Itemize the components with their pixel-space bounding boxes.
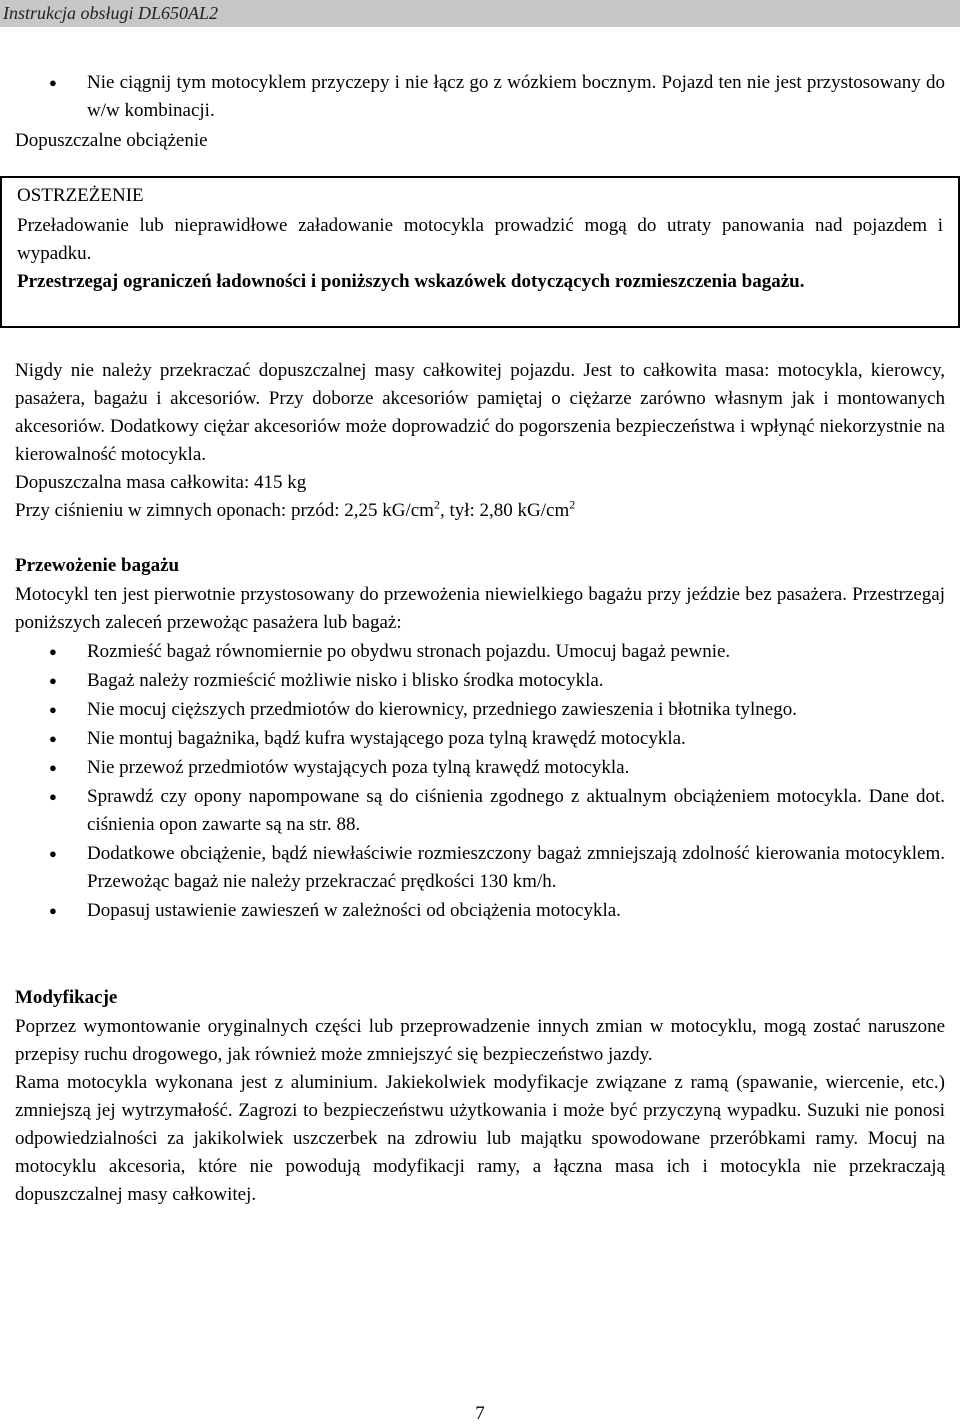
list-item: ● Bagaż należy rozmieścić możliwie nisko i blisko środka motocykla. — [15, 667, 945, 695]
pressure-middle: , tył: 2,80 kG/cm — [439, 500, 570, 521]
pressure-prefix: Przy ciśnieniu w zimnych oponach: przód: 2,25 kG/cm — [15, 500, 434, 521]
list-item: ● Nie mocuj cięższych przedmiotów do kierownicy, przedniego zawieszenia i błotnika tylnego. — [15, 696, 945, 724]
list-item: ● Sprawdź czy opony napompowane są do ciśnienia zgodnego z aktualnym obciążeniem motocykla. Dane dot. ciśnienia opon zawarte są na str. 88. — [15, 783, 945, 839]
luggage-intro: Motocykl ten jest pierwotnie przystosowany do przewożenia niewielkiego bagażu przy jeździe bez pasażera. Przestrzegaj poniższych zaleceń przewożąc pasażera lub bagaż: — [15, 584, 945, 633]
warning-text-2: Przestrzegaj ograniczeń ładowności i poniższych wskazówek dotyczących rozmieszczenia bagażu. — [17, 271, 805, 292]
modifications-para-2: Rama motocykla wykonana jest z aluminium. Jakiekolwiek modyfikacje związane z ramą (spawanie, wiercenie, etc.) zmniejszą jej wytrzymałość. Zagrozi to bezpieczeństwu użytkowania i może być przyczyną wypadku. Suzuki nie ponosi odpowiedzialności za jakikolwiek uszczerbek na zdrowiu lub majątku spowodowane przeróbkami ramy. Mocuj na motocyklu akcesoria, które nie powodują modyfikacji ramy, a łączna masa ich i motocykla nie przekraczają dopuszczalnej masy całkowitej. — [15, 1072, 945, 1205]
section-heading: Dopuszczalne obciążenie — [15, 130, 208, 151]
header-title: Instrukcja obsługi DL650AL2 — [3, 3, 219, 23]
page-number: 7 — [475, 1403, 485, 1424]
list-item: ● Dodatkowe obciążenie, bądź niewłaściwie rozmieszczony bagaż zmniejszają zdolność kierowania motocyklem. Przewożąc bagaż nie należy przekraczać prędkości 130 km/h. — [15, 840, 945, 896]
list-item: ● Rozmieść bagaż równomiernie po obydwu stronach pojazdu. Umocuj bagaż pewnie. — [15, 638, 945, 666]
load-paragraph-block — [15, 357, 945, 525]
tire-pressure — [15, 497, 945, 525]
luggage-list — [15, 638, 945, 925]
modifications-para-1: Poprzez wymontowanie oryginalnych części lub przeprowadzenie innych zmian w motocyklu, mogą zostać naruszone przepisy ruchu drogowego, jak również może zmniejszyć się bezpieczeństwo jazdy. — [15, 1016, 945, 1065]
modifications-title: Modyfikacje — [15, 987, 118, 1008]
warning-text-1: Przeładowanie lub nieprawidłowe załadowanie motocykla prowadzić mogą do utraty panowania nad pojazdem i wypadku. — [17, 215, 943, 264]
pressure-exp-1: 2 — [433, 497, 440, 512]
section-title-load — [15, 127, 945, 155]
luggage-title: Przewożenie bagażu — [15, 555, 180, 576]
modifications-section — [15, 984, 945, 1209]
warning-box — [0, 176, 960, 328]
list-item: ● Nie przewoź przedmiotów wystających poza tylną krawędź motocykla. — [15, 754, 945, 782]
max-mass: Dopuszczalna masa całkowita: 415 kg — [15, 472, 307, 493]
pressure-exp-2: 2 — [569, 497, 576, 512]
list-item: ● Nie montuj bagażnika, bądź kufra wystającego poza tylną krawędź motocykla. — [15, 725, 945, 753]
warning-title: OSTRZEŻENIE — [17, 185, 144, 206]
list-item: ● Dopasuj ustawienie zawieszeń w zależności od obciążenia motocykla. — [15, 897, 945, 925]
list-item: ● Nie ciągnij tym motocyklem przyczepy i nie łącz go z wózkiem bocznym. Pojazd ten nie jest przystosowany do w/w kombinacji. — [15, 69, 945, 125]
page-header — [0, 0, 960, 27]
top-bullet-block — [15, 69, 945, 125]
luggage-section — [15, 552, 945, 925]
load-paragraph: Nigdy nie należy przekraczać dopuszczalnej masy całkowitej pojazdu. Jest to całkowita masa: motocykla, kierowcy, pasażera, bagażu i akcesoriów. Przy doborze akcesoriów pamiętaj o ciężarze zarówno własnym jak i montowanych akcesoriów. Dodatkowy ciężar akcesoriów może doprowadzić do pogorszenia bezpieczeństwa i wpłynąć niekorzystnie na kierowalność motocykla. — [15, 360, 945, 465]
